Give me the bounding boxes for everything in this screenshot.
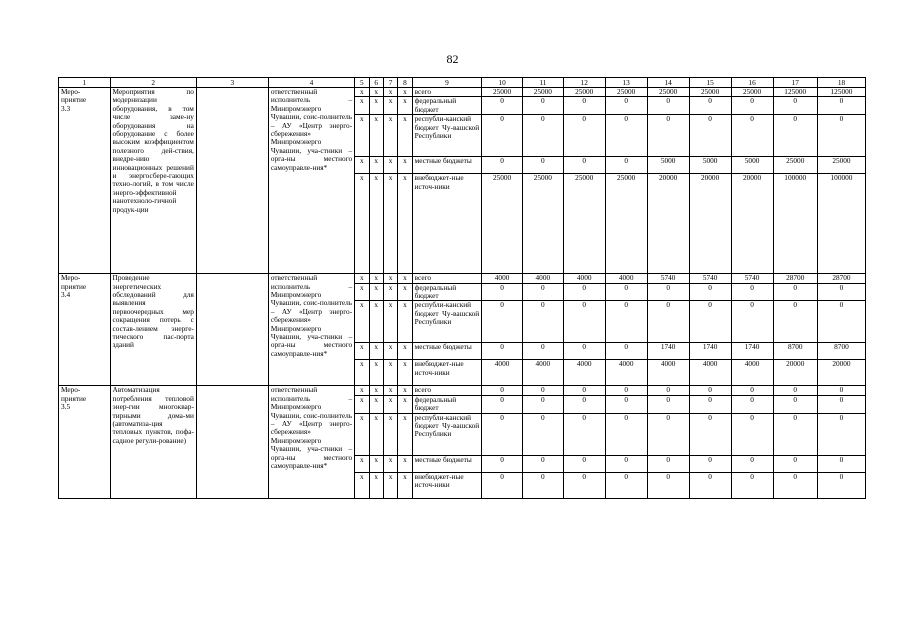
code-cell: x [369,472,383,498]
amount-cell: 0 [563,472,605,498]
amount-cell: 25000 [563,174,605,274]
code-cell: x [398,97,412,115]
column-header-6: 6 [369,78,383,88]
amount-cell: 0 [605,472,647,498]
amount-cell: 0 [731,115,773,157]
code-cell: x [355,115,369,157]
amount-cell: 0 [817,472,865,498]
amount-cell: 4000 [482,360,523,386]
code-cell: x [369,88,383,97]
code-cell: x [355,301,369,343]
code-cell: x [383,157,397,174]
amount-cell: 20000 [689,174,731,274]
funding-source: местные бюджеты [412,343,482,360]
amount-cell: 0 [647,413,689,455]
amount-cell: 0 [689,395,731,413]
code-cell: x [398,157,412,174]
code-cell: x [369,455,383,472]
table-row [59,88,866,97]
amount-cell: 0 [563,395,605,413]
amount-cell: 100000 [817,174,865,274]
amount-cell: 0 [482,472,523,498]
amount-cell: 0 [647,301,689,343]
amount-cell: 0 [563,343,605,360]
amount-cell: 4000 [522,360,563,386]
column-header-4: 4 [268,78,354,88]
amount-cell: 0 [482,343,523,360]
amount-cell: 0 [817,395,865,413]
amount-cell: 0 [817,283,865,301]
amount-cell: 0 [605,455,647,472]
amount-cell: 0 [647,115,689,157]
activity-name: Мероприятия по модернизации оборудования, в том числе заме-ну оборудования на оборудование с более высоким коэффициентом полезного дей-ствия, внедре-нию инновационных решений и энергосбере-гающих техно-логий, в том числе энерго-эффективной нанотехноло-гичной продук-ции [110,88,196,274]
code-cell: x [383,472,397,498]
amount-cell: 0 [647,386,689,395]
amount-cell: 1740 [647,343,689,360]
amount-cell: 0 [647,283,689,301]
amount-cell: 0 [773,455,817,472]
amount-cell: 0 [731,97,773,115]
activity-col3 [196,386,268,498]
amount-cell: 0 [817,455,865,472]
column-header-11: 11 [522,78,563,88]
column-header-8: 8 [398,78,412,88]
amount-cell: 28700 [817,274,865,283]
activity-code: Меро- приятие 3.5 [59,386,111,498]
amount-cell: 0 [605,283,647,301]
amount-cell: 4000 [563,360,605,386]
code-cell: x [398,301,412,343]
amount-cell: 0 [689,413,731,455]
code-cell: x [398,360,412,386]
amount-cell: 0 [563,97,605,115]
amount-cell: 0 [522,343,563,360]
amount-cell: 0 [482,455,523,472]
amount-cell: 0 [605,115,647,157]
amount-cell: 0 [773,395,817,413]
amount-cell: 0 [522,455,563,472]
code-cell: x [369,274,383,283]
code-cell: x [383,386,397,395]
amount-cell: 0 [773,472,817,498]
activity-name: Автоматизация потребления тепловой энер-гии многоквар-тирными дома-ми (автоматиза-ция тепловых пунктов, пофа-садное регули-рование) [110,386,196,498]
amount-cell: 125000 [773,88,817,97]
funding-source: внебюджет-ные источ-ники [412,472,482,498]
code-cell: x [398,343,412,360]
amount-cell: 0 [689,301,731,343]
activity-executor: ответственный исполнитель – Минпромэнерго Чувашии, соис-полнитель – АУ «Центр энерго-сбережения» Минпромэнерго Чувашии, уча-стники – орга-ны местного самоуправле-ния* [268,88,354,274]
amount-cell: 125000 [817,88,865,97]
code-cell: x [383,88,397,97]
amount-cell: 0 [817,115,865,157]
amount-cell: 0 [563,157,605,174]
amount-cell: 0 [605,157,647,174]
column-header-16: 16 [731,78,773,88]
funding-source: всего [412,274,482,283]
column-header-14: 14 [647,78,689,88]
amount-cell: 0 [817,301,865,343]
amount-cell: 25000 [522,174,563,274]
amount-cell: 0 [563,455,605,472]
code-cell: x [383,115,397,157]
amount-cell: 0 [647,395,689,413]
code-cell: x [355,360,369,386]
amount-cell: 0 [605,97,647,115]
code-cell: x [398,413,412,455]
amount-cell: 1740 [731,343,773,360]
funding-source: внебюджет-ные источ-ники [412,174,482,274]
code-cell: x [383,283,397,301]
amount-cell: 100000 [773,174,817,274]
activity-code: Меро- приятие 3.3 [59,88,111,274]
code-cell: x [369,360,383,386]
code-cell: x [383,174,397,274]
column-header-15: 15 [689,78,731,88]
code-cell: x [398,174,412,274]
amount-cell: 5000 [647,157,689,174]
code-cell: x [355,413,369,455]
amount-cell: 0 [731,472,773,498]
amount-cell: 0 [482,413,523,455]
code-cell: x [383,343,397,360]
column-header-9: 9 [412,78,482,88]
code-cell: x [355,174,369,274]
amount-cell: 0 [522,472,563,498]
amount-cell: 1740 [689,343,731,360]
amount-cell: 0 [773,97,817,115]
code-cell: x [398,88,412,97]
amount-cell: 25000 [689,88,731,97]
amount-cell: 0 [773,115,817,157]
column-header-1: 1 [59,78,111,88]
amount-cell: 0 [689,115,731,157]
funding-source: республи-канский бюджет Чу-вашской Республики [412,115,482,157]
activity-code: Меро- приятие 3.4 [59,274,111,386]
amount-cell: 8700 [773,343,817,360]
table-row [59,274,866,283]
amount-cell: 0 [522,115,563,157]
amount-cell: 0 [689,455,731,472]
amount-cell: 0 [563,386,605,395]
amount-cell: 0 [522,283,563,301]
column-header-10: 10 [482,78,523,88]
amount-cell: 0 [773,301,817,343]
column-header-2: 2 [110,78,196,88]
funding-source: федеральный бюджет [412,97,482,115]
amount-cell: 25000 [522,88,563,97]
activity-col3 [196,274,268,386]
funding-source: всего [412,88,482,97]
code-cell: x [355,283,369,301]
column-header-17: 17 [773,78,817,88]
amount-cell: 0 [773,413,817,455]
code-cell: x [398,455,412,472]
amount-cell: 0 [482,115,523,157]
column-header-13: 13 [605,78,647,88]
code-cell: x [355,472,369,498]
program-table-container [58,77,866,499]
amount-cell: 0 [817,386,865,395]
amount-cell: 0 [647,455,689,472]
code-cell: x [369,97,383,115]
funding-source: местные бюджеты [412,157,482,174]
activity-executor: ответственный исполнитель – Минпромэнерго Чувашии, соис-полнитель – АУ «Центр энерго-сбережения» Минпромэнерго Чувашии, уча-стники – орга-ны местного самоуправле-ния* [268,274,354,386]
funding-source: местные бюджеты [412,455,482,472]
amount-cell: 25000 [817,157,865,174]
amount-cell: 0 [773,283,817,301]
amount-cell: 0 [482,283,523,301]
amount-cell: 5000 [731,157,773,174]
amount-cell: 20000 [817,360,865,386]
amount-cell: 25000 [605,174,647,274]
code-cell: x [369,343,383,360]
amount-cell: 0 [482,301,523,343]
funding-source: республи-канский бюджет Чу-вашской Республики [412,301,482,343]
amount-cell: 5740 [647,274,689,283]
amount-cell: 0 [605,301,647,343]
amount-cell: 25000 [482,174,523,274]
funding-source: всего [412,386,482,395]
code-cell: x [398,395,412,413]
code-cell: x [383,395,397,413]
amount-cell: 4000 [563,274,605,283]
amount-cell: 25000 [731,88,773,97]
amount-cell: 0 [563,301,605,343]
code-cell: x [383,413,397,455]
amount-cell: 0 [522,157,563,174]
amount-cell: 0 [647,472,689,498]
amount-cell: 0 [731,386,773,395]
column-header-5: 5 [355,78,369,88]
amount-cell: 0 [605,413,647,455]
code-cell: x [369,386,383,395]
amount-cell: 25000 [605,88,647,97]
code-cell: x [355,157,369,174]
amount-cell: 5740 [731,274,773,283]
activity-executor: ответственный исполнитель – Минпромэнерго Чувашии, соис-полнитель – АУ «Центр энерго-сбережения» Минпромэнерго Чувашии, уча-стники – орга-ны местного самоуправле-ния* [268,386,354,498]
funding-source: федеральный бюджет [412,395,482,413]
header-row [59,78,866,88]
amount-cell: 0 [522,386,563,395]
amount-cell: 0 [563,413,605,455]
code-cell: x [383,274,397,283]
code-cell: x [398,274,412,283]
amount-cell: 0 [817,413,865,455]
amount-cell: 0 [482,386,523,395]
amount-cell: 0 [522,413,563,455]
code-cell: x [355,274,369,283]
amount-cell: 4000 [605,360,647,386]
amount-cell: 4000 [731,360,773,386]
amount-cell: 0 [482,97,523,115]
amount-cell: 4000 [647,360,689,386]
amount-cell: 20000 [647,174,689,274]
amount-cell: 4000 [482,274,523,283]
amount-cell: 25000 [563,88,605,97]
column-header-12: 12 [563,78,605,88]
column-header-18: 18 [817,78,865,88]
amount-cell: 0 [482,157,523,174]
activity-name: Проведение энергетических обследований для выявления первоочередных мер сокращения потерь с состав-лением энерге-тического пас-порта зданий [110,274,196,386]
amount-cell: 25000 [647,88,689,97]
amount-cell: 4000 [689,360,731,386]
amount-cell: 0 [605,343,647,360]
amount-cell: 5000 [689,157,731,174]
code-cell: x [383,97,397,115]
code-cell: x [355,97,369,115]
amount-cell: 25000 [773,157,817,174]
amount-cell: 8700 [817,343,865,360]
code-cell: x [369,174,383,274]
code-cell: x [369,157,383,174]
code-cell: x [398,386,412,395]
column-header-3: 3 [196,78,268,88]
amount-cell: 25000 [482,88,523,97]
funding-source: федеральный бюджет [412,283,482,301]
amount-cell: 4000 [522,274,563,283]
amount-cell: 28700 [773,274,817,283]
code-cell: x [398,472,412,498]
amount-cell: 0 [731,395,773,413]
amount-cell: 0 [563,283,605,301]
amount-cell: 0 [522,301,563,343]
code-cell: x [355,386,369,395]
activity-col3 [196,88,268,274]
amount-cell: 0 [605,395,647,413]
table-row [59,386,866,395]
amount-cell: 0 [522,395,563,413]
amount-cell: 0 [605,386,647,395]
amount-cell: 0 [689,386,731,395]
code-cell: x [355,455,369,472]
code-cell: x [369,395,383,413]
funding-source: республи-канский бюджет Чу-вашской Республики [412,413,482,455]
amount-cell: 0 [482,395,523,413]
funding-source: внебюджет-ные источ-ники [412,360,482,386]
amount-cell: 0 [522,97,563,115]
code-cell: x [355,395,369,413]
amount-cell: 0 [689,97,731,115]
amount-cell: 0 [731,283,773,301]
amount-cell: 0 [817,97,865,115]
amount-cell: 4000 [605,274,647,283]
page-number: 82 [446,52,459,66]
amount-cell: 0 [731,301,773,343]
code-cell: x [383,360,397,386]
table-body [59,88,866,499]
amount-cell: 20000 [731,174,773,274]
code-cell: x [369,413,383,455]
code-cell: x [369,115,383,157]
code-cell: x [383,455,397,472]
amount-cell: 0 [689,283,731,301]
amount-cell: 0 [647,97,689,115]
program-table [58,77,866,499]
code-cell: x [398,115,412,157]
code-cell: x [355,88,369,97]
amount-cell: 0 [689,472,731,498]
code-cell: x [355,343,369,360]
amount-cell: 5740 [689,274,731,283]
code-cell: x [398,283,412,301]
code-cell: x [383,301,397,343]
amount-cell: 0 [731,413,773,455]
code-cell: x [369,301,383,343]
amount-cell: 0 [731,455,773,472]
column-header-7: 7 [383,78,397,88]
amount-cell: 0 [773,386,817,395]
amount-cell: 20000 [773,360,817,386]
amount-cell: 0 [563,115,605,157]
code-cell: x [369,283,383,301]
